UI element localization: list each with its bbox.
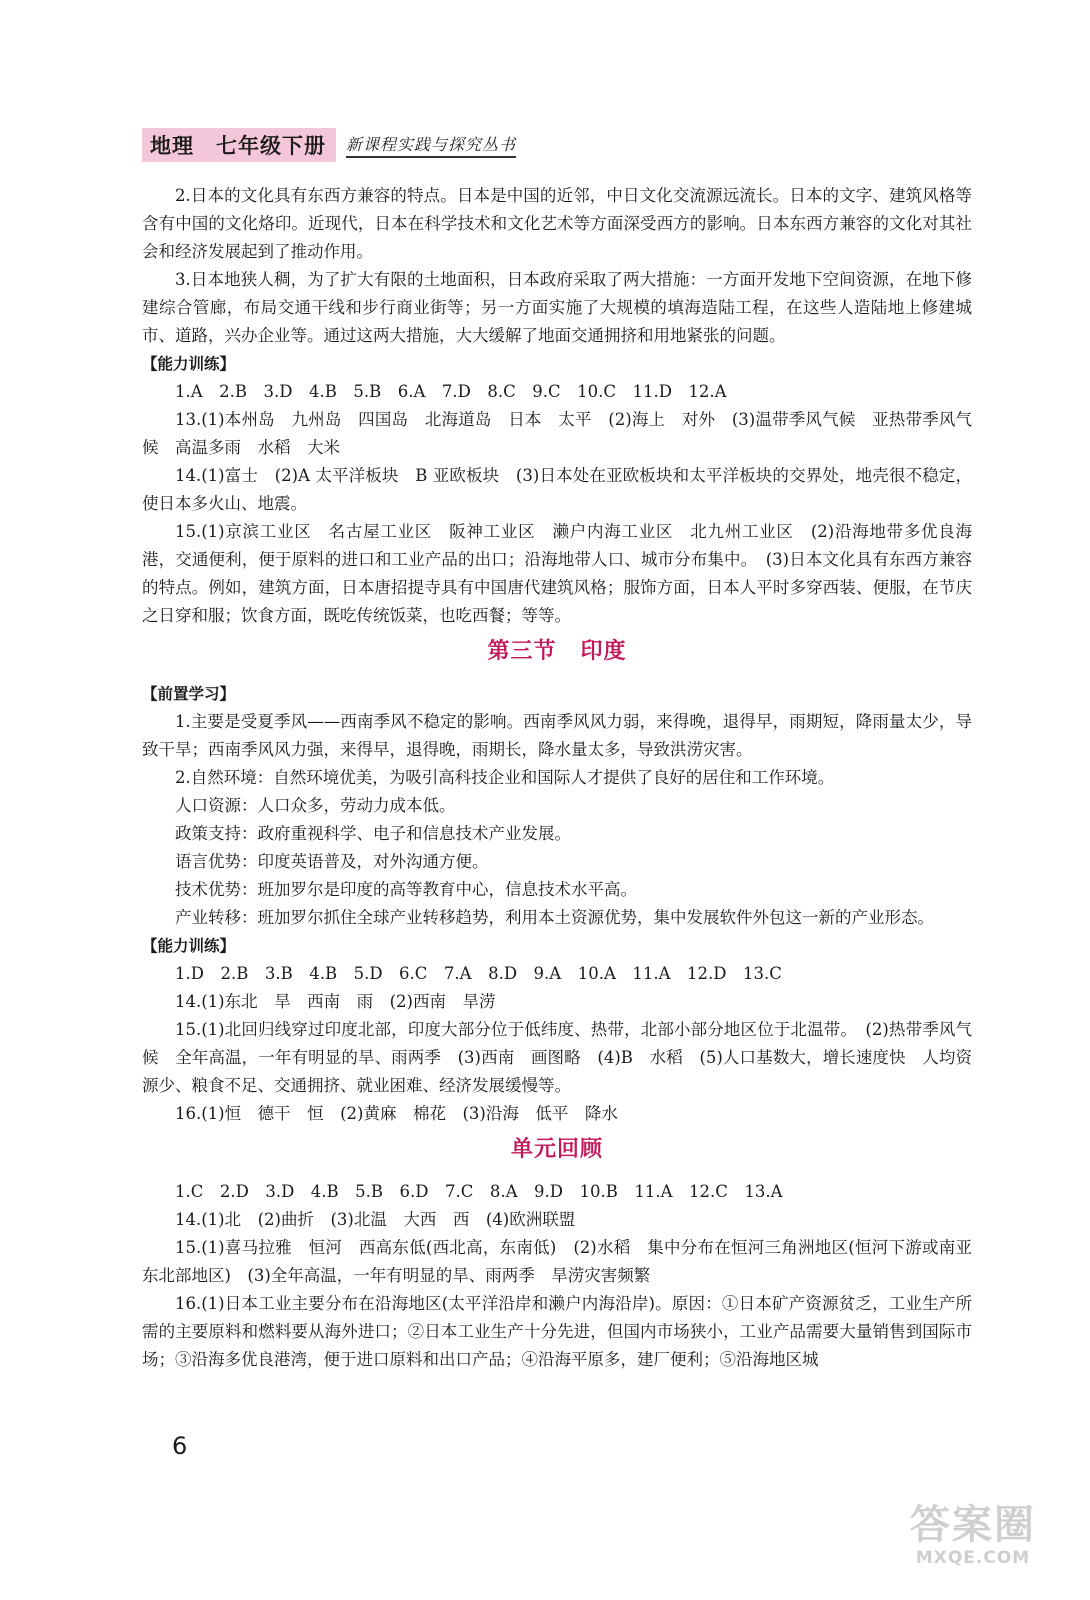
- answer-choices: 1.C 2.D 3.D 4.B 5.B 6.D 7.C 8.A 9.D 10.B 11.A 12.C 13.A: [175, 1182, 783, 1201]
- answer-paragraph: 14.(1)东北 旱 西南 雨 (2)西南 旱涝: [175, 992, 496, 1011]
- answer-paragraph: 2.自然环境：自然环境优美，为吸引高科技企业和国际人才提供了良好的居住和工作环境。: [175, 768, 835, 787]
- answer-choices: 1.D 2.B 3.B 4.B 5.D 6.C 7.A 8.D 9.A 10.A 11.A 12.D 13.C: [175, 964, 782, 983]
- answer-paragraph: 14.(1)北 (2)曲折 (3)北温 大西 西 (4)欧洲联盟: [175, 1210, 576, 1229]
- answer-paragraph: 人口资源：人口众多，劳动力成本低。: [175, 796, 456, 815]
- page-number: 6: [172, 1432, 188, 1460]
- answer-paragraph: 1.主要是受夏季风——西南季风不稳定的影响。西南季风风力弱，来得晚，退得早，雨期短，降雨量太少，导致干旱；西南季风风力强，来得早，退得晚，雨期长，降水量太多，导致洪涝灾害。: [142, 712, 972, 759]
- page-content: [142, 182, 972, 1374]
- answer-choices: 1.A 2.B 3.D 4.B 5.B 6.A 7.D 8.C 9.C 10.C 11.D 12.A: [175, 382, 727, 401]
- series-title: 新课程实践与探究丛书: [346, 132, 516, 158]
- section-label-ability: 【能力训练】: [142, 355, 236, 373]
- section-label-pre: 【前置学习】: [142, 685, 236, 703]
- watermark-logo: [898, 1502, 1048, 1582]
- page-header: [142, 128, 516, 162]
- answer-paragraph: 16.(1)恒 德干 恒 (2)黄麻 棉花 (3)沿海 低平 降水: [175, 1104, 618, 1123]
- answer-paragraph: 15.(1)喜马拉雅 恒河 西高东低(西北高，东南低) (2)水稻 集中分布在恒河三角洲地区(恒河下游或南亚东北部地区) (3)全年高温，一年有明显的旱、雨两季 旱涝灾害频繁: [142, 1238, 972, 1285]
- answer-paragraph: 16.(1)日本工业主要分布在沿海地区(太平洋沿岸和濑户内海沿岸)。原因：①日本矿产资源贫乏，工业生产所需的主要原料和燃料要从海外进口；②日本工业生产十分先进，但国内市场狭小，工业产品需要大量销售到国际市场；③沿海多优良港湾，便于进口原料和出口产品；④沿海平原多，建厂便利；⑤沿海地区城: [142, 1294, 972, 1369]
- answer-paragraph: 14.(1)富士 (2)A 太平洋板块 B 亚欧板块 (3)日本处在亚欧板块和太平洋板块的交界处，地壳很不稳定，使日本多火山、地震。: [142, 466, 972, 513]
- subject-badge: [142, 128, 336, 162]
- answer-paragraph: 15.(1)北回归线穿过印度北部，印度大部分位于低纬度、热带，北部小部分地区位于北温带。 (2)热带季风气候 全年高温，一年有明显的旱、雨两季 (3)西南 画图略 (4)B 水稻 (5)人口基数大，增长速度快 人均资源少、粮食不足、交通拥挤、就业困难、经济发展缓慢等。: [142, 1020, 972, 1095]
- answer-paragraph: 13.(1)本州岛 九州岛 四国岛 北海道岛 日本 太平 (2)海上 对外 (3)温带季风气候 亚热带季风气候 高温多雨 水稻 大米: [142, 410, 972, 457]
- watermark-sub: MXQE.COM: [915, 1548, 1031, 1568]
- section-name: 印度: [580, 639, 627, 664]
- answer-paragraph: 3.日本地狭人稠，为了扩大有限的土地面积，日本政府采取了两大措施：一方面开发地下空间资源，在地下修建综合管廊，布局交通干线和步行商业街等；另一方面实施了大规模的填海造陆工程，在这些人造陆地上修建城市、道路，兴办企业等。通过这两大措施，大大缓解了地面交通拥挤和用地紧张的问题。: [142, 270, 972, 345]
- section-number: 第三节: [487, 639, 557, 664]
- section-title-india: [142, 638, 972, 666]
- section-title-review: 单元回顾: [510, 1137, 603, 1162]
- section-label-ability: 【能力训练】: [142, 937, 236, 955]
- answer-paragraph: 产业转移：班加罗尔抓住全球产业转移趋势，利用本土资源优势，集中发展软件外包这一新的产业形态。: [175, 908, 934, 927]
- answer-paragraph: 技术优势：班加罗尔是印度的高等教育中心，信息技术水平高。: [175, 880, 637, 899]
- answer-paragraph: 政策支持：政府重视科学、电子和信息技术产业发展。: [175, 824, 571, 843]
- grade-label: 七年级下册: [216, 134, 326, 158]
- answer-paragraph: 语言优势：印度英语普及，对外沟通方便。: [175, 852, 489, 871]
- watermark-main: 答案圈: [910, 1502, 1036, 1548]
- subject-label: 地理: [150, 134, 194, 158]
- answer-paragraph: 2.日本的文化具有东西方兼容的特点。日本是中国的近邻，中日文化交流源远流长。日本的文字、建筑风格等含有中国的文化烙印。近现代，日本在科学技术和文化艺术等方面深受西方的影响。日本东西方兼容的文化对其社会和经济发展起到了推动作用。: [142, 186, 972, 261]
- answer-paragraph: 15.(1)京滨工业区 名古屋工业区 阪神工业区 濑户内海工业区 北九州工业区 (2)沿海地带多优良海港，交通便利，便于原料的进口和工业产品的出口；沿海地带人口、城市分布集中。 (3)日本文化具有东西方兼容的特点。例如，建筑方面，日本唐招提寺具有中国唐代建筑风格；服饰方面，日本人平时多穿西装、便服，在节庆之日穿和服；饮食方面，既吃传统饭菜，也吃西餐；等等。: [142, 522, 972, 625]
